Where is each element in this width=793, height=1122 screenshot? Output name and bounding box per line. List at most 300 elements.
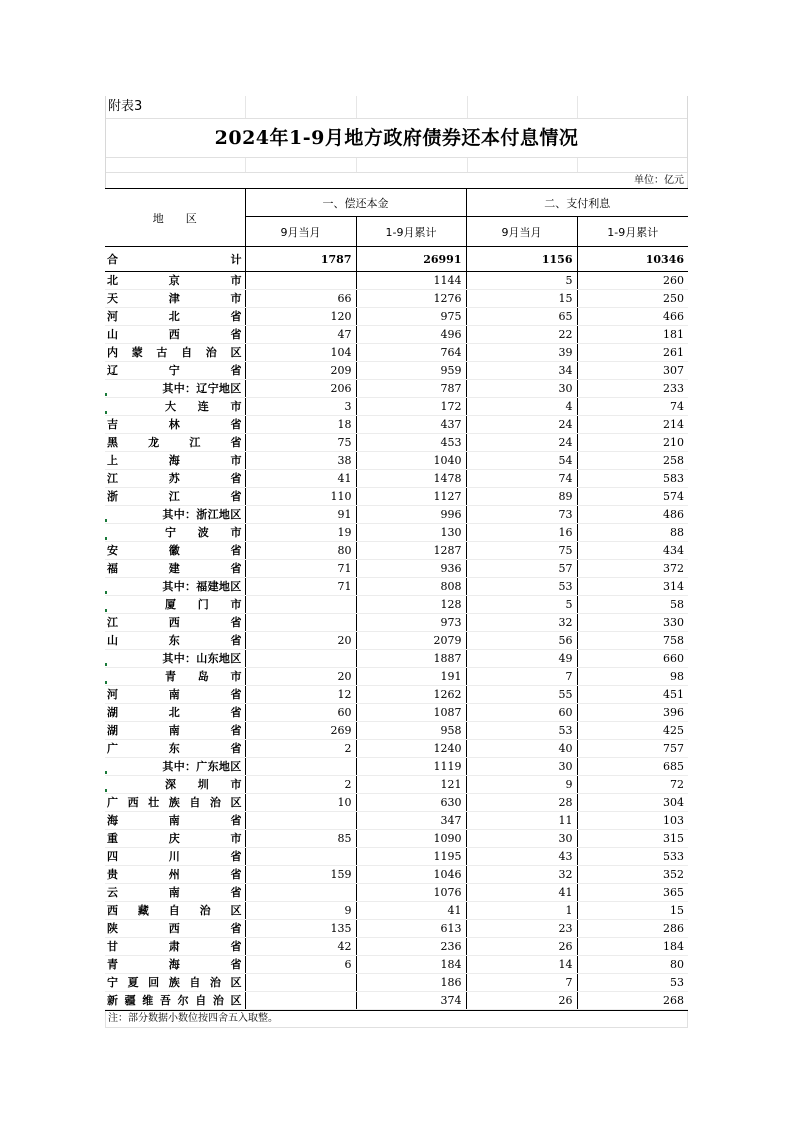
region-name: 新 疆 维 吾 尔 自 治 区 (107, 994, 242, 1007)
total-interest-cumulative: 10346 (577, 247, 688, 272)
table-row (105, 470, 688, 488)
region-name-cell (105, 632, 245, 650)
interest-month-cell: 26 (466, 938, 577, 956)
interest-month-cell: 24 (466, 416, 577, 434)
region-name: 云 南 省 (107, 886, 242, 899)
principal-cumulative-cell: 1240 (356, 740, 466, 758)
interest-cumulative-cell: 103 (577, 812, 688, 830)
interest-cumulative-cell: 15 (577, 902, 688, 920)
principal-cumulative-cell: 764 (356, 344, 466, 362)
principal-month-cell (245, 596, 356, 614)
principal-month-cell: 12 (245, 686, 356, 704)
table-row (105, 848, 688, 866)
appendix-caption-row (106, 96, 687, 119)
interest-cumulative-cell: 233 (577, 380, 688, 398)
principal-month-cell (245, 848, 356, 866)
header-interest-month: 9月当月 (466, 217, 577, 247)
interest-month-cell: 16 (466, 524, 577, 542)
principal-month-cell (245, 992, 356, 1010)
interest-month-cell: 74 (466, 470, 577, 488)
principal-cumulative-cell: 1262 (356, 686, 466, 704)
table-row (105, 308, 688, 326)
region-name-cell (105, 920, 245, 938)
header-region: 地 区 (105, 189, 245, 247)
interest-month-cell: 32 (466, 614, 577, 632)
region-name-cell (105, 686, 245, 704)
principal-month-cell: 85 (245, 830, 356, 848)
interest-cumulative-cell: 268 (577, 992, 688, 1010)
region-name-cell (105, 308, 245, 326)
principal-cumulative-cell: 121 (356, 776, 466, 794)
interest-cumulative-cell: 210 (577, 434, 688, 452)
principal-month-cell: 42 (245, 938, 356, 956)
table-row (105, 380, 688, 398)
principal-month-cell: 47 (245, 326, 356, 344)
interest-cumulative-cell: 314 (577, 578, 688, 596)
table-row (105, 938, 688, 956)
interest-cumulative-cell: 80 (577, 956, 688, 974)
interest-month-cell: 41 (466, 884, 577, 902)
region-name-cell (105, 776, 245, 794)
table-row (105, 830, 688, 848)
region-name-cell (105, 362, 245, 380)
principal-cumulative-cell: 996 (356, 506, 466, 524)
region-name: 湖 北 省 (107, 706, 242, 719)
interest-cumulative-cell: 53 (577, 974, 688, 992)
interest-cumulative-cell: 434 (577, 542, 688, 560)
principal-cumulative-cell: 1287 (356, 542, 466, 560)
principal-month-cell: 71 (245, 560, 356, 578)
table-row (105, 344, 688, 362)
interest-cumulative-cell: 261 (577, 344, 688, 362)
region-name: 大 连 市 (165, 400, 242, 413)
region-name-cell (105, 416, 245, 434)
principal-cumulative-cell: 1144 (356, 272, 466, 290)
interest-month-cell: 11 (466, 812, 577, 830)
interest-month-cell: 60 (466, 704, 577, 722)
region-name: 甘 肃 省 (107, 940, 242, 953)
table-row (105, 722, 688, 740)
table-row (105, 524, 688, 542)
report-header (105, 96, 688, 188)
table-row (105, 272, 688, 290)
total-interest-month: 1156 (466, 247, 577, 272)
interest-month-cell: 15 (466, 290, 577, 308)
principal-month-cell: 159 (245, 866, 356, 884)
interest-month-cell: 14 (466, 956, 577, 974)
table-row (105, 920, 688, 938)
table-row (105, 776, 688, 794)
region-name-cell (105, 434, 245, 452)
region-name: 青 岛 市 (165, 670, 242, 683)
region-name: 其中：山东地区 (162, 652, 242, 665)
principal-month-cell: 19 (245, 524, 356, 542)
total-name: 合 计 (107, 253, 242, 266)
region-name-cell (105, 848, 245, 866)
table-row (105, 992, 688, 1010)
principal-month-cell: 71 (245, 578, 356, 596)
interest-month-cell: 75 (466, 542, 577, 560)
principal-cumulative-cell: 630 (356, 794, 466, 812)
principal-cumulative-cell: 1195 (356, 848, 466, 866)
table-row (105, 560, 688, 578)
region-name: 西 藏 自 治 区 (107, 904, 242, 917)
region-name-cell (105, 884, 245, 902)
principal-cumulative-cell: 184 (356, 956, 466, 974)
table-row (105, 506, 688, 524)
region-name: 宁 波 市 (165, 526, 242, 539)
interest-cumulative-cell: 533 (577, 848, 688, 866)
region-name-cell (105, 938, 245, 956)
table-row (105, 416, 688, 434)
interest-month-cell: 7 (466, 668, 577, 686)
region-name: 广 东 省 (107, 742, 242, 755)
interest-month-cell: 53 (466, 722, 577, 740)
region-name: 陕 西 省 (107, 922, 242, 935)
header-interest-cumulative: 1-9月累计 (577, 217, 688, 247)
principal-month-cell: 20 (245, 668, 356, 686)
region-name: 辽 宁 省 (107, 364, 242, 377)
principal-cumulative-cell: 130 (356, 524, 466, 542)
principal-month-cell: 66 (245, 290, 356, 308)
table-row (105, 794, 688, 812)
interest-month-cell: 24 (466, 434, 577, 452)
interest-month-cell: 23 (466, 920, 577, 938)
cell-comment-marker (105, 771, 107, 774)
region-name-cell (105, 542, 245, 560)
interest-month-cell: 32 (466, 866, 577, 884)
region-name: 其中：辽宁地区 (162, 382, 242, 395)
principal-cumulative-cell: 437 (356, 416, 466, 434)
interest-cumulative-cell: 757 (577, 740, 688, 758)
cell-comment-marker (105, 609, 107, 612)
table-row (105, 362, 688, 380)
region-name-cell (105, 578, 245, 596)
region-name: 北 京 市 (107, 274, 242, 287)
principal-month-cell: 18 (245, 416, 356, 434)
principal-month-cell: 104 (245, 344, 356, 362)
interest-month-cell: 43 (466, 848, 577, 866)
table-row (105, 452, 688, 470)
cell-comment-marker (105, 519, 107, 522)
table-row (105, 578, 688, 596)
principal-month-cell (245, 974, 356, 992)
interest-month-cell: 22 (466, 326, 577, 344)
interest-cumulative-cell: 98 (577, 668, 688, 686)
debt-repayment-table (105, 189, 688, 1010)
interest-month-cell: 89 (466, 488, 577, 506)
interest-month-cell: 57 (466, 560, 577, 578)
principal-cumulative-cell: 453 (356, 434, 466, 452)
interest-cumulative-cell: 583 (577, 470, 688, 488)
principal-month-cell (245, 758, 356, 776)
interest-month-cell: 1 (466, 902, 577, 920)
appendix-caption: 附表3 (108, 99, 143, 114)
region-name-cell (105, 524, 245, 542)
region-name-cell (105, 650, 245, 668)
principal-month-cell: 80 (245, 542, 356, 560)
interest-month-cell: 49 (466, 650, 577, 668)
region-name-cell (105, 596, 245, 614)
region-name-cell (105, 488, 245, 506)
principal-cumulative-cell: 1478 (356, 470, 466, 488)
principal-month-cell: 135 (245, 920, 356, 938)
page-title: 2024年1-9月地方政府债券还本付息情况 (106, 119, 687, 158)
principal-month-cell: 2 (245, 740, 356, 758)
region-name-cell (105, 398, 245, 416)
interest-cumulative-cell: 72 (577, 776, 688, 794)
principal-month-cell (245, 884, 356, 902)
principal-month-cell: 110 (245, 488, 356, 506)
interest-cumulative-cell: 425 (577, 722, 688, 740)
region-name: 重 庆 市 (107, 832, 242, 845)
region-name: 山 西 省 (107, 328, 242, 341)
principal-cumulative-cell: 1276 (356, 290, 466, 308)
principal-cumulative-cell: 1127 (356, 488, 466, 506)
interest-month-cell: 9 (466, 776, 577, 794)
principal-cumulative-cell: 191 (356, 668, 466, 686)
region-name: 浙 江 省 (107, 490, 242, 503)
principal-cumulative-cell: 1887 (356, 650, 466, 668)
table-row (105, 974, 688, 992)
table-row (105, 488, 688, 506)
principal-cumulative-cell: 2079 (356, 632, 466, 650)
cell-comment-marker (105, 681, 107, 684)
region-name-cell (105, 902, 245, 920)
region-name: 青 海 省 (107, 958, 242, 971)
interest-cumulative-cell: 660 (577, 650, 688, 668)
interest-month-cell: 39 (466, 344, 577, 362)
interest-month-cell: 53 (466, 578, 577, 596)
principal-month-cell: 6 (245, 956, 356, 974)
principal-month-cell: 9 (245, 902, 356, 920)
interest-cumulative-cell: 396 (577, 704, 688, 722)
cell-comment-marker (105, 393, 107, 396)
interest-cumulative-cell: 250 (577, 290, 688, 308)
interest-month-cell: 56 (466, 632, 577, 650)
cell-comment-marker (105, 537, 107, 540)
spacer-row (106, 158, 687, 173)
principal-cumulative-cell: 787 (356, 380, 466, 398)
principal-month-cell: 20 (245, 632, 356, 650)
principal-month-cell: 41 (245, 470, 356, 488)
region-name-cell (105, 326, 245, 344)
region-name: 其中：浙江地区 (162, 508, 242, 521)
region-name: 江 苏 省 (107, 472, 242, 485)
region-name-cell (105, 290, 245, 308)
interest-month-cell: 34 (466, 362, 577, 380)
principal-month-cell (245, 812, 356, 830)
interest-cumulative-cell: 214 (577, 416, 688, 434)
principal-cumulative-cell: 186 (356, 974, 466, 992)
total-principal-cumulative: 26991 (356, 247, 466, 272)
region-name-cell (105, 344, 245, 362)
total-row (105, 247, 688, 272)
principal-month-cell: 10 (245, 794, 356, 812)
interest-cumulative-cell: 330 (577, 614, 688, 632)
interest-cumulative-cell: 74 (577, 398, 688, 416)
region-name: 宁 夏 回 族 自 治 区 (107, 976, 242, 989)
header-principal-cumulative: 1-9月累计 (356, 217, 466, 247)
cell-comment-marker (105, 411, 107, 414)
region-name-cell (105, 470, 245, 488)
principal-cumulative-cell: 41 (356, 902, 466, 920)
interest-month-cell: 5 (466, 596, 577, 614)
principal-cumulative-cell: 936 (356, 560, 466, 578)
principal-cumulative-cell: 236 (356, 938, 466, 956)
interest-cumulative-cell: 685 (577, 758, 688, 776)
table-row (105, 902, 688, 920)
region-name: 湖 南 省 (107, 724, 242, 737)
region-name: 江 西 省 (107, 616, 242, 629)
region-name-cell (105, 380, 245, 398)
table-row (105, 290, 688, 308)
table-row (105, 740, 688, 758)
region-name: 上 海 市 (107, 454, 242, 467)
footnote: 注：部分数据小数位按四舍五入取整。 (105, 1011, 688, 1028)
interest-cumulative-cell: 304 (577, 794, 688, 812)
region-name-cell (105, 974, 245, 992)
table-row (105, 866, 688, 884)
region-name-cell (105, 614, 245, 632)
region-name-cell (105, 560, 245, 578)
principal-cumulative-cell: 1076 (356, 884, 466, 902)
region-name-cell (105, 722, 245, 740)
region-name-cell (105, 794, 245, 812)
interest-cumulative-cell: 181 (577, 326, 688, 344)
region-rows (105, 272, 688, 1010)
table-row (105, 812, 688, 830)
table-row (105, 398, 688, 416)
principal-cumulative-cell: 973 (356, 614, 466, 632)
interest-month-cell: 73 (466, 506, 577, 524)
table-row (105, 956, 688, 974)
table-row (105, 686, 688, 704)
interest-cumulative-cell: 486 (577, 506, 688, 524)
region-name: 吉 林 省 (107, 418, 242, 431)
region-name-cell (105, 668, 245, 686)
interest-cumulative-cell: 365 (577, 884, 688, 902)
interest-cumulative-cell: 258 (577, 452, 688, 470)
region-name: 其中：福建地区 (162, 580, 242, 593)
data-table-frame (105, 188, 688, 1011)
interest-cumulative-cell: 307 (577, 362, 688, 380)
region-name-cell (105, 758, 245, 776)
principal-cumulative-cell: 374 (356, 992, 466, 1010)
region-name-cell (105, 704, 245, 722)
interest-cumulative-cell: 372 (577, 560, 688, 578)
interest-month-cell: 55 (466, 686, 577, 704)
region-name: 天 津 市 (107, 292, 242, 305)
principal-month-cell (245, 272, 356, 290)
interest-month-cell: 26 (466, 992, 577, 1010)
table-row (105, 650, 688, 668)
principal-month-cell (245, 650, 356, 668)
region-name: 福 建 省 (107, 562, 242, 575)
principal-cumulative-cell: 1087 (356, 704, 466, 722)
interest-month-cell: 40 (466, 740, 577, 758)
table-row (105, 668, 688, 686)
header-principal: 一、偿还本金 (245, 189, 466, 217)
region-name: 安 徽 省 (107, 544, 242, 557)
principal-month-cell: 120 (245, 308, 356, 326)
principal-month-cell: 60 (245, 704, 356, 722)
table-row (105, 884, 688, 902)
principal-month-cell: 209 (245, 362, 356, 380)
table-row (105, 758, 688, 776)
principal-cumulative-cell: 613 (356, 920, 466, 938)
table-row (105, 542, 688, 560)
header-principal-month: 9月当月 (245, 217, 356, 247)
interest-cumulative-cell: 315 (577, 830, 688, 848)
report-page (105, 96, 688, 1028)
region-name: 广 西 壮 族 自 治 区 (107, 796, 242, 809)
table-row (105, 596, 688, 614)
total-label (105, 247, 245, 272)
interest-month-cell: 30 (466, 830, 577, 848)
interest-cumulative-cell: 451 (577, 686, 688, 704)
principal-cumulative-cell: 1090 (356, 830, 466, 848)
region-name: 厦 门 市 (165, 598, 242, 611)
principal-month-cell: 38 (245, 452, 356, 470)
principal-cumulative-cell: 1119 (356, 758, 466, 776)
interest-month-cell: 5 (466, 272, 577, 290)
table-row (105, 434, 688, 452)
principal-cumulative-cell: 958 (356, 722, 466, 740)
table-row (105, 326, 688, 344)
table-row (105, 632, 688, 650)
region-name: 河 南 省 (107, 688, 242, 701)
interest-cumulative-cell: 574 (577, 488, 688, 506)
region-name: 内 蒙 古 自 治 区 (107, 346, 242, 359)
region-name-cell (105, 866, 245, 884)
principal-cumulative-cell: 128 (356, 596, 466, 614)
region-name-cell (105, 506, 245, 524)
principal-month-cell: 206 (245, 380, 356, 398)
cell-comment-marker (105, 789, 107, 792)
interest-month-cell: 54 (466, 452, 577, 470)
interest-month-cell: 30 (466, 380, 577, 398)
principal-month-cell (245, 614, 356, 632)
principal-month-cell: 3 (245, 398, 356, 416)
region-name: 深 圳 市 (165, 778, 242, 791)
principal-cumulative-cell: 1046 (356, 866, 466, 884)
region-name-cell (105, 272, 245, 290)
interest-cumulative-cell: 286 (577, 920, 688, 938)
region-name-cell (105, 812, 245, 830)
principal-month-cell: 75 (245, 434, 356, 452)
region-name-cell (105, 452, 245, 470)
region-name: 其中：广东地区 (162, 760, 242, 773)
interest-month-cell: 4 (466, 398, 577, 416)
unit-label: 单位：亿元 (634, 175, 684, 186)
region-name-cell (105, 992, 245, 1010)
principal-cumulative-cell: 808 (356, 578, 466, 596)
principal-cumulative-cell: 347 (356, 812, 466, 830)
interest-cumulative-cell: 466 (577, 308, 688, 326)
total-principal-month: 1787 (245, 247, 356, 272)
interest-month-cell: 28 (466, 794, 577, 812)
region-name: 四 川 省 (107, 850, 242, 863)
region-name: 山 东 省 (107, 634, 242, 647)
cell-comment-marker (105, 663, 107, 666)
principal-cumulative-cell: 959 (356, 362, 466, 380)
interest-month-cell: 7 (466, 974, 577, 992)
principal-cumulative-cell: 975 (356, 308, 466, 326)
principal-month-cell: 91 (245, 506, 356, 524)
region-name: 贵 州 省 (107, 868, 242, 881)
principal-cumulative-cell: 172 (356, 398, 466, 416)
